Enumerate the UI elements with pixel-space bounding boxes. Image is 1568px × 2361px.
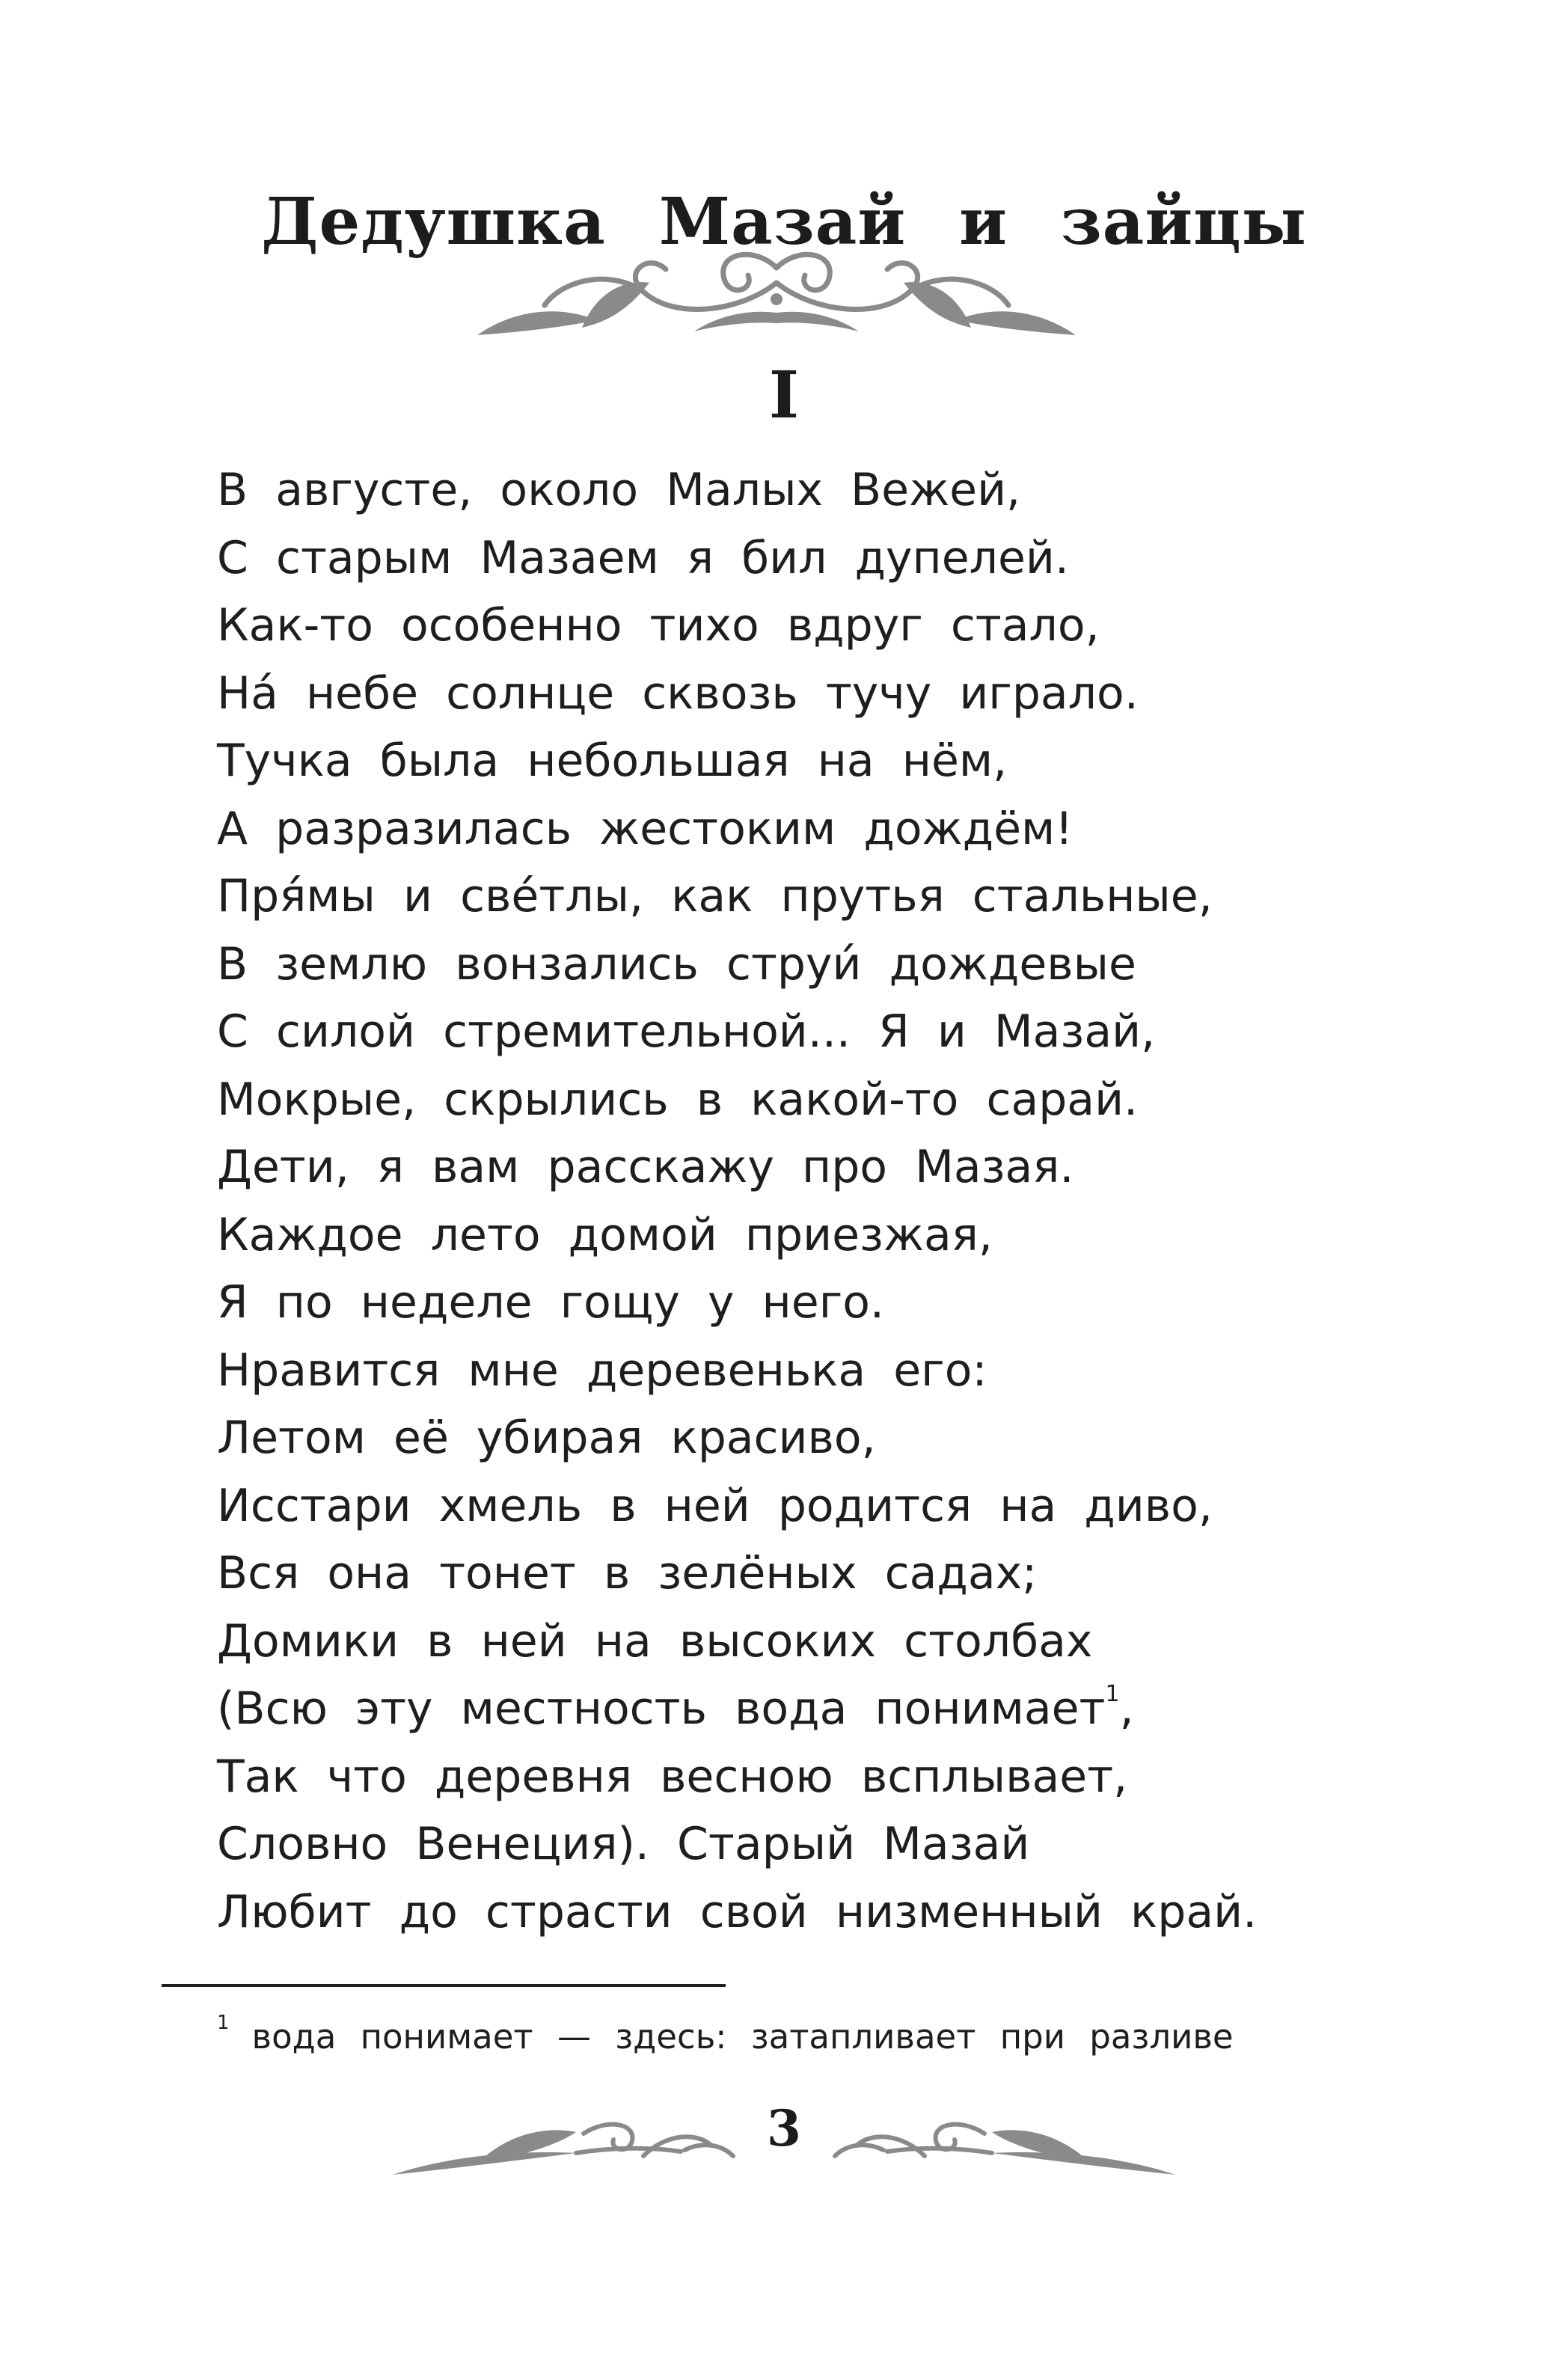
poem-line: Пря́мы и све́тлы, как прутья стальные,: [217, 870, 1213, 922]
poem-line: Дети, я вам расскажу про Мазая.: [217, 1141, 1074, 1193]
poem-line: Мокрые, скрылись в какой-то сарай.: [217, 1073, 1139, 1126]
poem-line: В августе, около Малых Вежей,: [217, 464, 1021, 516]
page-number: 3: [767, 2099, 801, 2158]
chapter-number: I: [768, 358, 800, 433]
poem-line: Домики в ней на высоких столбах: [217, 1614, 1093, 1668]
poem-body: [217, 456, 1414, 1946]
poem-line-punctuation: ,: [1119, 1682, 1134, 1735]
footnote-divider: [162, 1984, 726, 1987]
poem-line: А разразилась жестоким дождём!: [217, 802, 1074, 855]
poem-line: Исстари хмель в ней родится на диво,: [217, 1479, 1213, 1532]
poem-line: В землю вонзались струи́ дождевые: [217, 937, 1136, 990]
poem-line: Вся она тонет в зелёных садах;: [217, 1547, 1038, 1599]
poem-title: Дедушка Мазай и зайцы: [261, 183, 1307, 260]
poem-line: Любит до страсти свой низменный край.: [217, 1885, 1258, 1938]
poem-line: Нравится мне деревенька его:: [217, 1344, 987, 1397]
poem-line: Летом её убирая красиво,: [217, 1412, 876, 1464]
footnote-text: вода понимает — здесь: затапливает при разливе: [251, 2017, 1234, 2057]
poem-line-text: (Всю эту местность вода понимает: [217, 1682, 1106, 1735]
footnote: [217, 2012, 1234, 2057]
footnote-mark: 1: [217, 2012, 230, 2034]
floral-flourish-icon: [827, 2104, 1179, 2186]
poem-line-with-footnote: [217, 1675, 1414, 1743]
poem-line: С силой стремительной... Я и Мазай,: [217, 1005, 1156, 1058]
floral-vignette-icon: [470, 238, 1083, 358]
poem-line: Тучка была небольшая на нём,: [217, 735, 1008, 787]
poem-line: Словно Венеция). Старый Мазай: [217, 1818, 1030, 1870]
poem-line: На́ небе солнце сквозь тучу играло.: [217, 667, 1139, 720]
poem-line: С старым Мазаем я бил дупелей.: [217, 531, 1069, 584]
poem-line: Как-то особенно тихо вдруг стало,: [217, 599, 1100, 652]
poem-line: Так что деревня весною всплывает,: [217, 1750, 1128, 1803]
poem-line: Каждое лето домой приезжая,: [217, 1208, 993, 1261]
footnote-reference[interactable]: 1: [1105, 1681, 1120, 1707]
poem-line: Я по неделе гощу у него.: [217, 1276, 885, 1329]
